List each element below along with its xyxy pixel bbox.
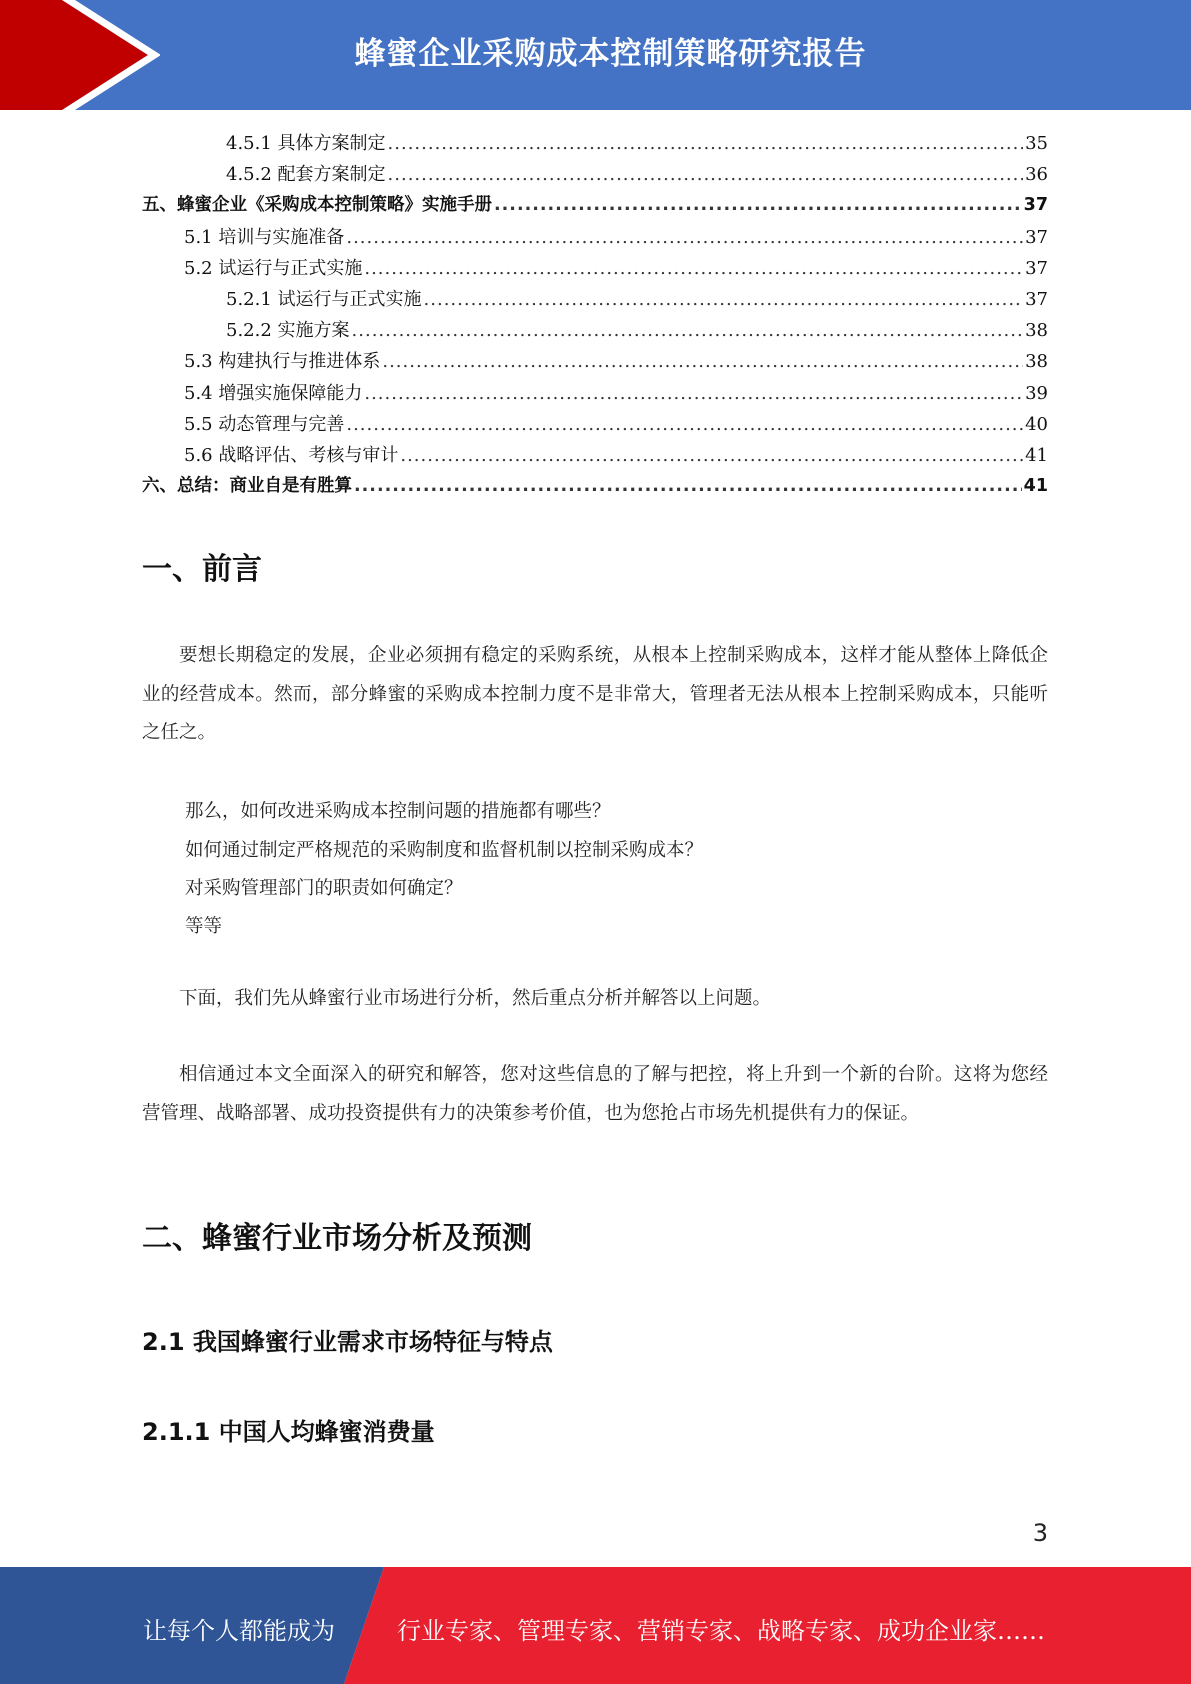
preface-paragraph-1: 要想长期稳定的发展，企业必须拥有稳定的采购系统，从根本上控制采购成本，这样才能从整体上降低企业的经营成本。然而，部分蜂蜜的采购成本控制力度不是非常大，管理者无法从根本上控制采购成本，只能听之任之。	[142, 645, 1048, 743]
toc-entry[interactable]	[142, 222, 1048, 253]
toc-leader-dots	[346, 222, 1023, 253]
toc-entry-label: 5.2.2 实施方案	[226, 320, 350, 342]
toc-entry[interactable]	[142, 471, 1048, 502]
toc-entry-label: 5.2.1 试运行与正式实施	[226, 288, 422, 310]
toc-entry-page: 38	[1025, 320, 1048, 342]
footer-slogan-left: 让每个人都能成为	[143, 1617, 335, 1645]
toc-leader-dots	[400, 440, 1023, 471]
toc-entry-page: 35	[1025, 133, 1048, 154]
toc-leader-dots	[364, 378, 1023, 409]
question-2: 如何通过制定严格规范的采购制度和监督机制以控制采购成本？	[185, 840, 704, 861]
toc-entry-label: 5.2 试运行与正式实施	[184, 257, 363, 279]
toc-leader-dots	[388, 159, 1024, 190]
question-etc: 等等	[185, 916, 223, 937]
question-3: 对采购管理部门的职责如何确定？	[185, 878, 463, 899]
footer-slogan-right: 行业专家、管理专家、营销专家、战略专家、成功企业家……	[397, 1617, 1045, 1645]
toc-entry-page: 41	[1023, 476, 1048, 497]
preface-paragraph-3: 相信通过本文全面深入的研究和解答，您对这些信息的了解与把控，将上升到一个新的台阶。这将为您经营管理、战略部署、成功投资提供有力的决策参考价值，也为您抢占市场先机提供有力的保证。	[142, 1064, 1048, 1124]
toc-leader-dots	[388, 128, 1024, 159]
toc-entry[interactable]	[142, 128, 1048, 159]
header-bar	[0, 0, 1191, 110]
toc-entry-label: 4.5.2 配套方案制定	[226, 164, 386, 186]
subsection-heading-2-1: 2.1 我国蜂蜜行业需求市场特征与特点	[142, 1328, 553, 1356]
toc-entry[interactable]	[142, 253, 1048, 284]
toc-entry-label: 4.5.1 具体方案制定	[226, 133, 386, 154]
toc-entry-label: 5.4 增强实施保障能力	[184, 382, 363, 404]
section-heading-preface: 一、前言	[142, 552, 262, 587]
preface-paragraph-2: 下面，我们先从蜂蜜行业市场进行分析，然后重点分析并解答以上问题。	[179, 988, 772, 1009]
toc-entry[interactable]	[142, 315, 1048, 346]
toc-entry[interactable]	[142, 346, 1048, 377]
toc-entry-label: 5.3 构建执行与推进体系	[184, 351, 381, 373]
toc-entry-page: 40	[1025, 413, 1048, 435]
toc-entry-label: 5.5 动态管理与完善	[184, 413, 345, 435]
toc-entry-label: 六、总结：商业自是有胜算	[142, 476, 352, 497]
toc-entry-page: 36	[1025, 164, 1048, 186]
toc-entry-page: 38	[1025, 351, 1048, 373]
toc-entry[interactable]	[142, 284, 1048, 315]
footer-banner	[0, 1567, 1191, 1684]
toc-entry-page: 37	[1023, 195, 1048, 216]
toc-leader-dots	[424, 284, 1024, 315]
report-title: 蜂蜜企业采购成本控制策略研究报告	[354, 36, 867, 72]
toc-entry-page: 39	[1025, 382, 1048, 404]
toc-entry-page: 41	[1025, 444, 1048, 466]
page-number: 3	[1032, 1519, 1048, 1547]
toc-entry[interactable]	[142, 159, 1048, 190]
toc-leader-dots	[382, 346, 1023, 377]
toc-entry-page: 37	[1025, 257, 1048, 279]
toc-leader-dots	[494, 190, 1022, 221]
question-1: 那么，如何改进采购成本控制问题的措施都有哪些？	[185, 801, 611, 822]
toc-entry-page: 37	[1025, 226, 1048, 248]
toc-leader-dots	[364, 253, 1023, 284]
subsection-heading-2-1-1: 2.1.1 中国人均蜂蜜消费量	[142, 1418, 435, 1446]
toc-entry-page: 37	[1025, 288, 1048, 310]
toc-entry[interactable]	[142, 378, 1048, 409]
section-heading-market: 二、蜂蜜行业市场分析及预测	[142, 1221, 532, 1256]
toc-entry[interactable]	[142, 190, 1048, 221]
toc-entry-label: 5.6 战略评估、考核与审计	[184, 444, 399, 466]
toc-leader-dots	[354, 471, 1022, 502]
toc-leader-dots	[352, 315, 1024, 346]
toc-entry-label: 5.1 培训与实施准备	[184, 226, 345, 248]
toc-entry[interactable]	[142, 440, 1048, 471]
toc-leader-dots	[346, 409, 1023, 440]
table-of-contents	[142, 128, 1048, 502]
toc-entry[interactable]	[142, 409, 1048, 440]
toc-entry-label: 五、蜂蜜企业《采购成本控制策略》实施手册	[142, 195, 492, 216]
